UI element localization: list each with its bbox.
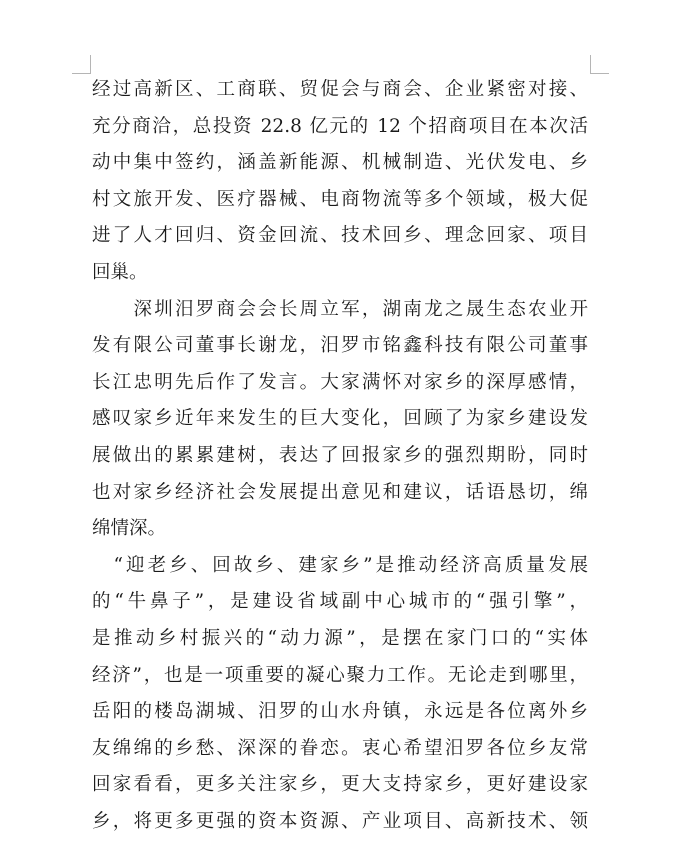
text-line: 乡，将更多更强的资本资源、产业项目、高新技术、领 <box>92 810 588 832</box>
text-line: 展做出的累累建树，表达了回报家乡的强烈期盼，同时 <box>92 444 588 466</box>
text-line: “迎老乡、回故乡、建家乡”是推动经济高质量发展 <box>92 554 588 576</box>
text-line: 经过高新区、工商联、贸促会与商会、企业紧密对接、 <box>92 79 588 100</box>
paragraph <box>92 292 588 548</box>
text-line: 深圳汨罗商会会长周立军，湖南龙之晟生态农业开 <box>92 298 588 320</box>
paragraph <box>92 548 588 841</box>
document-body[interactable] <box>92 72 588 840</box>
text-line: 动中集中签约，涵盖新能源、机械制造、光伏发电、乡 <box>92 152 588 174</box>
text-line: 经济”，也是一项重要的凝心聚力工作。无论走到哪里， <box>92 664 588 686</box>
text-line: 是推动乡村振兴的“动力源”，是摆在家门口的“实体 <box>92 627 588 649</box>
crop-mark-top-right <box>590 55 609 74</box>
paragraph <box>92 72 588 292</box>
text-line: 回家看看，更多关注家乡，更大支持家乡，更好建设家 <box>92 774 588 796</box>
text-line: 长江忠明先后作了发言。大家满怀对家乡的深厚感情， <box>92 371 588 393</box>
text-line: 友绵绵的乡愁、深深的眷恋。衷心希望汨罗各位乡友常 <box>92 737 588 759</box>
text-line: 岳阳的楼岛湖城、汨罗的山水舟镇，永远是各位离外乡 <box>92 701 588 723</box>
text-line: 回巢。 <box>92 261 148 283</box>
text-line: 感叹家乡近年来发生的巨大变化，回顾了为家乡建设发 <box>92 408 588 430</box>
text-line: 也对家乡经济社会发展提出意见和建议，话语恳切，绵 <box>92 481 588 503</box>
text-line: 的“牛鼻子”，是建设省域副中心城市的“强引擎”， <box>92 591 588 613</box>
text-line: 村文旅开发、医疗器械、电商物流等多个领域，极大促 <box>92 188 588 210</box>
text-line: 绵情深。 <box>92 518 167 540</box>
text-line: 充分商洽，总投资 22.8 亿元的 12 个招商项目在本次活 <box>92 115 588 137</box>
crop-mark-top-left <box>72 55 91 74</box>
text-line: 发有限公司董事长谢龙，汨罗市铭鑫科技有限公司董事 <box>92 335 588 357</box>
text-line: 进了人才回归、资金回流、技术回乡、理念回家、项目 <box>92 225 588 247</box>
